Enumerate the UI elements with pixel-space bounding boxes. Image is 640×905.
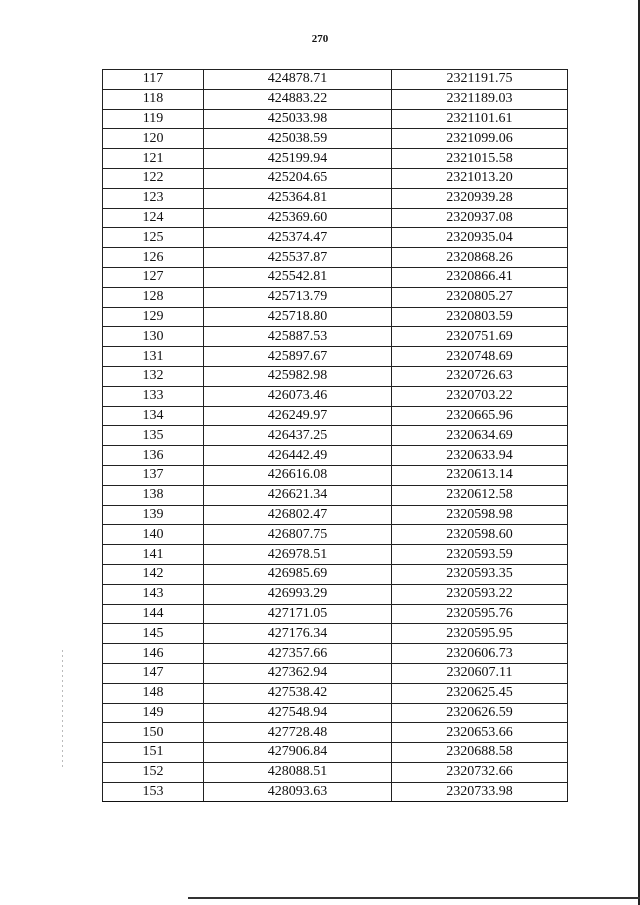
x-coordinate-cell: 426993.29 [204, 584, 392, 604]
x-coordinate-cell: 425537.87 [204, 248, 392, 268]
y-coordinate-cell: 2320598.60 [392, 525, 568, 545]
table-row [103, 782, 568, 802]
table-row [103, 545, 568, 565]
table-row [103, 604, 568, 624]
scan-margin-speck [62, 650, 63, 770]
point-id-cell: 145 [103, 624, 204, 644]
y-coordinate-cell: 2320625.45 [392, 683, 568, 703]
y-coordinate-cell: 2320751.69 [392, 327, 568, 347]
y-coordinate-cell: 2320935.04 [392, 228, 568, 248]
table-row [103, 248, 568, 268]
point-id-cell: 121 [103, 149, 204, 169]
table-row [103, 505, 568, 525]
coordinates-table [102, 69, 568, 802]
x-coordinate-cell: 426978.51 [204, 545, 392, 565]
table-row [103, 723, 568, 743]
table-row [103, 287, 568, 307]
point-id-cell: 152 [103, 762, 204, 782]
point-id-cell: 125 [103, 228, 204, 248]
point-id-cell: 118 [103, 89, 204, 109]
point-id-cell: 149 [103, 703, 204, 723]
point-id-cell: 148 [103, 683, 204, 703]
point-id-cell: 151 [103, 743, 204, 763]
x-coordinate-cell: 426249.97 [204, 406, 392, 426]
x-coordinate-cell: 426802.47 [204, 505, 392, 525]
x-coordinate-cell: 425374.47 [204, 228, 392, 248]
y-coordinate-cell: 2320613.14 [392, 465, 568, 485]
y-coordinate-cell: 2321101.61 [392, 109, 568, 129]
table-row [103, 366, 568, 386]
y-coordinate-cell: 2320866.41 [392, 267, 568, 287]
x-coordinate-cell: 427357.66 [204, 644, 392, 664]
table-row [103, 663, 568, 683]
x-coordinate-cell: 426442.49 [204, 446, 392, 466]
table-row [103, 485, 568, 505]
point-id-cell: 147 [103, 663, 204, 683]
table-row [103, 743, 568, 763]
point-id-cell: 126 [103, 248, 204, 268]
y-coordinate-cell: 2320733.98 [392, 782, 568, 802]
x-coordinate-cell: 426073.46 [204, 386, 392, 406]
x-coordinate-cell: 425542.81 [204, 267, 392, 287]
x-coordinate-cell: 425038.59 [204, 129, 392, 149]
x-coordinate-cell: 424883.22 [204, 89, 392, 109]
table-row [103, 386, 568, 406]
x-coordinate-cell: 428093.63 [204, 782, 392, 802]
x-coordinate-cell: 426437.25 [204, 426, 392, 446]
x-coordinate-cell: 425369.60 [204, 208, 392, 228]
y-coordinate-cell: 2320803.59 [392, 307, 568, 327]
x-coordinate-cell: 427538.42 [204, 683, 392, 703]
point-id-cell: 129 [103, 307, 204, 327]
y-coordinate-cell: 2320593.35 [392, 564, 568, 584]
x-coordinate-cell: 426985.69 [204, 564, 392, 584]
point-id-cell: 146 [103, 644, 204, 664]
x-coordinate-cell: 425887.53 [204, 327, 392, 347]
y-coordinate-cell: 2320653.66 [392, 723, 568, 743]
table-row [103, 109, 568, 129]
point-id-cell: 131 [103, 347, 204, 367]
y-coordinate-cell: 2320703.22 [392, 386, 568, 406]
x-coordinate-cell: 424878.71 [204, 70, 392, 90]
y-coordinate-cell: 2320868.26 [392, 248, 568, 268]
y-coordinate-cell: 2321189.03 [392, 89, 568, 109]
y-coordinate-cell: 2320598.98 [392, 505, 568, 525]
x-coordinate-cell: 427728.48 [204, 723, 392, 743]
table-row [103, 228, 568, 248]
x-coordinate-cell: 425713.79 [204, 287, 392, 307]
table-row [103, 347, 568, 367]
x-coordinate-cell: 427548.94 [204, 703, 392, 723]
y-coordinate-cell: 2321013.20 [392, 168, 568, 188]
table-row [103, 307, 568, 327]
table-row [103, 683, 568, 703]
y-coordinate-cell: 2320665.96 [392, 406, 568, 426]
table-row [103, 267, 568, 287]
y-coordinate-cell: 2320748.69 [392, 347, 568, 367]
x-coordinate-cell: 425199.94 [204, 149, 392, 169]
point-id-cell: 144 [103, 604, 204, 624]
x-coordinate-cell: 427176.34 [204, 624, 392, 644]
table-row [103, 188, 568, 208]
x-coordinate-cell: 425204.65 [204, 168, 392, 188]
y-coordinate-cell: 2320626.59 [392, 703, 568, 723]
table-row [103, 327, 568, 347]
x-coordinate-cell: 426807.75 [204, 525, 392, 545]
y-coordinate-cell: 2320688.58 [392, 743, 568, 763]
x-coordinate-cell: 425718.80 [204, 307, 392, 327]
y-coordinate-cell: 2320633.94 [392, 446, 568, 466]
table-row [103, 465, 568, 485]
y-coordinate-cell: 2320593.22 [392, 584, 568, 604]
table-row [103, 703, 568, 723]
point-id-cell: 143 [103, 584, 204, 604]
table-row [103, 129, 568, 149]
point-id-cell: 119 [103, 109, 204, 129]
x-coordinate-cell: 425364.81 [204, 188, 392, 208]
y-coordinate-cell: 2320805.27 [392, 287, 568, 307]
x-coordinate-cell: 427362.94 [204, 663, 392, 683]
table-row [103, 584, 568, 604]
table-row [103, 168, 568, 188]
x-coordinate-cell: 427906.84 [204, 743, 392, 763]
y-coordinate-cell: 2320612.58 [392, 485, 568, 505]
y-coordinate-cell: 2320939.28 [392, 188, 568, 208]
table-row [103, 426, 568, 446]
table-row [103, 70, 568, 90]
point-id-cell: 123 [103, 188, 204, 208]
point-id-cell: 130 [103, 327, 204, 347]
coordinates-table-body [103, 70, 568, 802]
table-row [103, 624, 568, 644]
x-coordinate-cell: 426616.08 [204, 465, 392, 485]
table-row [103, 446, 568, 466]
y-coordinate-cell: 2321191.75 [392, 70, 568, 90]
point-id-cell: 120 [103, 129, 204, 149]
y-coordinate-cell: 2320595.76 [392, 604, 568, 624]
point-id-cell: 142 [103, 564, 204, 584]
y-coordinate-cell: 2321099.06 [392, 129, 568, 149]
point-id-cell: 117 [103, 70, 204, 90]
x-coordinate-cell: 425897.67 [204, 347, 392, 367]
point-id-cell: 122 [103, 168, 204, 188]
y-coordinate-cell: 2320937.08 [392, 208, 568, 228]
x-coordinate-cell: 428088.51 [204, 762, 392, 782]
point-id-cell: 132 [103, 366, 204, 386]
y-coordinate-cell: 2320593.59 [392, 545, 568, 565]
point-id-cell: 128 [103, 287, 204, 307]
x-coordinate-cell: 426621.34 [204, 485, 392, 505]
table-row [103, 149, 568, 169]
table-row [103, 406, 568, 426]
table-row [103, 525, 568, 545]
x-coordinate-cell: 425982.98 [204, 366, 392, 386]
table-row [103, 89, 568, 109]
y-coordinate-cell: 2320634.69 [392, 426, 568, 446]
point-id-cell: 140 [103, 525, 204, 545]
table-row [103, 564, 568, 584]
table-row [103, 644, 568, 664]
page-number: 270 [311, 33, 329, 45]
x-coordinate-cell: 427171.05 [204, 604, 392, 624]
point-id-cell: 150 [103, 723, 204, 743]
point-id-cell: 124 [103, 208, 204, 228]
y-coordinate-cell: 2320606.73 [392, 644, 568, 664]
y-coordinate-cell: 2320607.11 [392, 663, 568, 683]
point-id-cell: 138 [103, 485, 204, 505]
point-id-cell: 153 [103, 782, 204, 802]
point-id-cell: 135 [103, 426, 204, 446]
table-row [103, 762, 568, 782]
scan-edge-bottom [188, 897, 640, 899]
y-coordinate-cell: 2320726.63 [392, 366, 568, 386]
y-coordinate-cell: 2321015.58 [392, 149, 568, 169]
x-coordinate-cell: 425033.98 [204, 109, 392, 129]
point-id-cell: 136 [103, 446, 204, 466]
point-id-cell: 127 [103, 267, 204, 287]
y-coordinate-cell: 2320732.66 [392, 762, 568, 782]
y-coordinate-cell: 2320595.95 [392, 624, 568, 644]
point-id-cell: 134 [103, 406, 204, 426]
point-id-cell: 139 [103, 505, 204, 525]
point-id-cell: 141 [103, 545, 204, 565]
point-id-cell: 133 [103, 386, 204, 406]
point-id-cell: 137 [103, 465, 204, 485]
table-row [103, 208, 568, 228]
